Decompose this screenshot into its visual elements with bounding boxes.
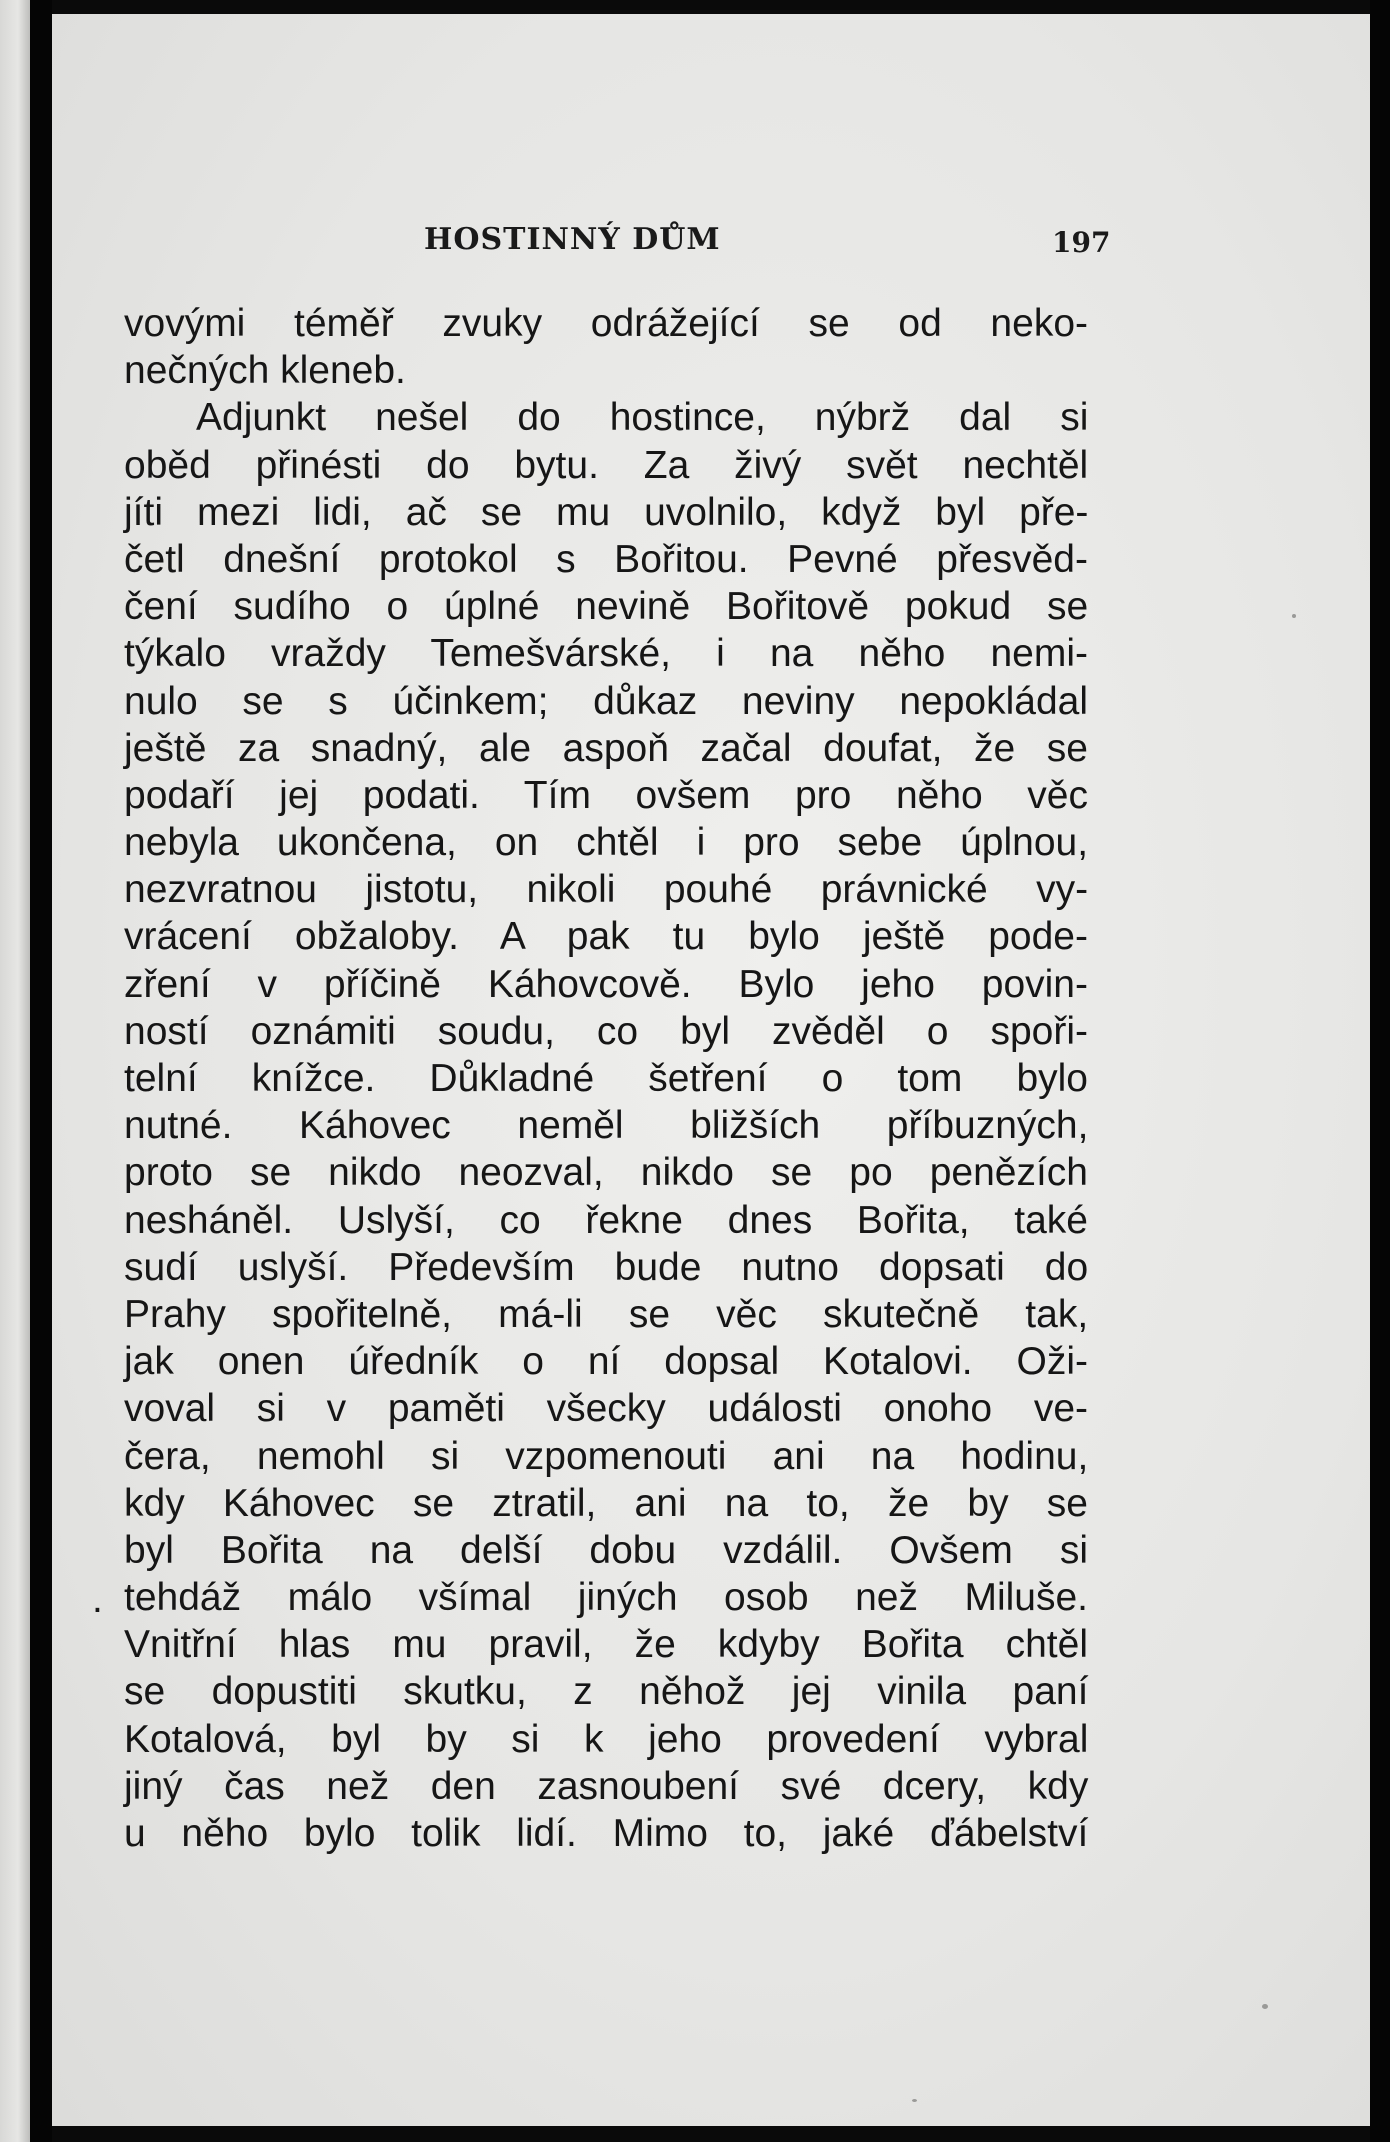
- text-line: nutné. Káhovec neměl bližších příbuzných,: [124, 1104, 1089, 1148]
- text-line: čení sudího o úplné nevině Bořitově pokud se: [124, 585, 1089, 629]
- text-line: zření v příčině Káhovcově. Bylo jeho povin-: [124, 962, 1088, 1006]
- text-line: jíti mezi lidi, ač se mu uvolnilo, když byl pře-: [124, 490, 1089, 534]
- text-line: Prahy spořitelně, má-li se věc skutečně tak,: [124, 1292, 1089, 1336]
- adjacent-page-edge: [0, 0, 30, 2142]
- text-line: sudí uslyší. Především bude nutno dopsati do: [124, 1245, 1089, 1289]
- text-line: nulo se s účinkem; důkaz neviny nepokládal: [124, 679, 1088, 723]
- text-line: telní knížce. Důkladné šetření o tom bylo: [124, 1057, 1088, 1100]
- paper-speck: [1262, 2004, 1268, 2009]
- text-line: nebyla ukončena, on chtěl i pro sebe úplnou,: [124, 821, 1089, 865]
- text-line: Kotalová, byl by si k jeho provedení vybral: [124, 1717, 1089, 1761]
- text-line: proto se nikdo neozval, nikdo se po penězích: [124, 1151, 1088, 1195]
- text-line: Vnitřní hlas mu pravil, že kdyby Bořita chtěl: [124, 1623, 1088, 1667]
- text-line: tehdáž málo všímal jiných osob než Miluše.: [124, 1576, 1089, 1620]
- text-line: vovými téměř zvuky odrážející se od neko-: [124, 302, 1088, 345]
- text-line: byl Bořita na delší dobu vzdálil. Ovšem si: [124, 1528, 1088, 1572]
- text-line: ještě za snadný, ale aspoň začal doufat, že se: [124, 726, 1088, 770]
- text-line: kdy Káhovec se ztratil, ani na to, že by se: [124, 1481, 1088, 1525]
- paper-speck: [912, 2099, 917, 2102]
- body-text: [124, 300, 1088, 1857]
- text-line: nečných kleneb.: [124, 349, 406, 393]
- text-line: vrácení obžaloby. A pak tu bylo ještě pode-: [124, 915, 1088, 959]
- text-line: voval si v paměti všecky události onoho ve-: [124, 1387, 1088, 1431]
- paper-speck: [1292, 614, 1296, 618]
- text-line: čera, nemohl si vzpomenouti ani na hodinu,: [124, 1434, 1089, 1478]
- text-line: se dopustiti skutku, z něhož jej vinila paní: [124, 1670, 1089, 1714]
- text-line: u něho bylo tolik lidí. Mimo to, jaké ďábelství: [124, 1812, 1089, 1855]
- scan-right-edge: [1370, 0, 1390, 2142]
- margin-mark: .: [92, 1578, 103, 1621]
- text-line: Adjunkt nešel do hostince, nýbrž dal si: [196, 396, 1089, 440]
- text-line: nesháněl. Uslyší, co řekne dnes Bořita, také: [124, 1198, 1088, 1242]
- text-line: oběd přinésti do bytu. Za živý svět nechtěl: [124, 443, 1089, 487]
- book-gutter: [30, 0, 52, 2142]
- text-line: četl dnešní protokol s Bořitou. Pevné přesvěd-: [124, 537, 1088, 581]
- text-line: nezvratnou jistotu, nikoli pouhé právnické vy-: [124, 868, 1089, 912]
- text-line: jiný čas než den zasnoubení své dcery, kdy: [124, 1764, 1089, 1808]
- text-line: týkalo vraždy Temešvárské, i na něho nemi-: [124, 632, 1088, 676]
- text-line: jak onen úředník o ní dopsal Kotalovi. Oži-: [124, 1340, 1088, 1384]
- text-line: podaří jej podati. Tím ovšem pro něho věc: [124, 773, 1088, 817]
- running-head: HOSTINNÝ DŮM: [424, 222, 721, 257]
- page-number: 197: [1052, 226, 1111, 259]
- text-line: ností oznámiti soudu, co byl zvěděl o spoři-: [124, 1009, 1088, 1053]
